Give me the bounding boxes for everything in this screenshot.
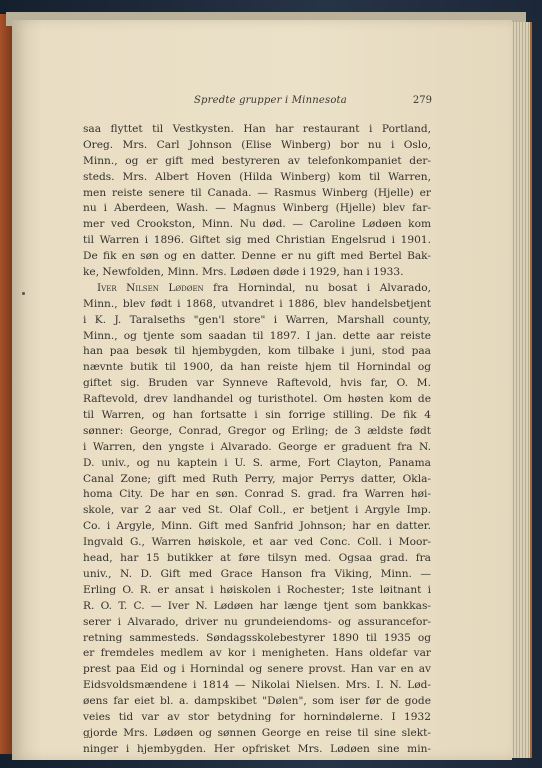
text-line: mer ved Crookston, Minn. Nu død. — Caroline Lødøen kom <box>83 218 431 231</box>
text-line: til Warren i 1896. Giftet sig med Christian Engelsrud i 1901. <box>83 234 431 247</box>
text-line: øens far eiet bl. a. dampskibet "Dølen", som iser før de gode <box>83 695 431 708</box>
entry-name: Iver Nilsen Lødøen <box>97 281 204 294</box>
text-line: han paa besøk til hjembygden, kom tilbake i juni, stod paa <box>83 345 431 358</box>
text-line: veies tid var av stor betydning for hornindølerne. I 1932 <box>83 710 431 723</box>
text-line: nu i Aberdeen, Wash. — Magnus Winberg (Hjelle) blev far- <box>83 202 431 215</box>
text-line: prest paa Eid og i Hornindal og senere provst. Han var en av <box>83 663 431 676</box>
margin-mark <box>22 292 25 295</box>
text-line: men reiste senere til Canada. — Rasmus Winberg (Hjelle) er <box>83 186 431 199</box>
text-line: Minn., blev født i 1868, utvandret i 1886, blev handelsbetjent <box>83 297 431 310</box>
text-line: Ingvald G., Warren høiskole, et aar ved Conc. Coll. i Moor- <box>83 536 431 549</box>
text-line: er fremdeles medlem av kor i menigheten. Hans oldefar var <box>83 647 431 660</box>
running-head-title: Spredte grupper i Minnesota <box>194 95 347 106</box>
text-line: giftet sig. Bruden var Synneve Raftevold, hvis far, O. M. <box>83 377 431 390</box>
text-line: R. O. T. C. — Iver N. Lødøen har længe tjent som bankkas- <box>83 599 431 612</box>
text-line: Minn., og tjente som saadan til 1897. I jan. dette aar reiste <box>83 329 431 342</box>
text-line: homa City. De har en søn. Conrad S. grad. fra Warren høi- <box>83 488 431 501</box>
text-line: ninger i hjembygden. Her opfrisket Mrs. Lødøen sine min- <box>83 742 431 755</box>
text-line: Canal Zone; gift med Ruth Perry, major Perrys datter, Okla- <box>83 472 431 485</box>
book-cover-edge <box>0 14 12 754</box>
text-line: Co. i Argyle, Minn. Gift med Sanfrid Johnson; har en datter. <box>83 520 431 533</box>
text-line: saa flyttet til Vestkysten. Han har restaurant i Portland, <box>83 123 431 135</box>
text-line: D. univ., og nu kaptein i U. S. arme, Fort Clayton, Panama <box>83 456 431 469</box>
text-line: nævnte butik til 1900, da han reiste hjem til Hornindal og <box>83 361 431 374</box>
text-line: ke, Newfolden, Minn. Mrs. Lødøen døde i 1929, han i 1933. <box>83 266 404 279</box>
body-text <box>83 122 431 758</box>
text-line: head, har 15 butikker at føre tilsyn med. Ogsaa grad. fra <box>83 552 431 565</box>
text-line: Minn., og er gift med bestyreren av telefonkompaniet der- <box>83 154 431 167</box>
page-number: 279 <box>412 95 432 106</box>
text-line: sønner: George, Conrad, Gregor og Erling; de 3 ældste født <box>83 424 431 437</box>
text-line: De fik en søn og en datter. Denne er nu gift med Bertel Bak- <box>83 250 431 263</box>
text-line: skole, var 2 aar ved St. Olaf Coll., er betjent i Argyle Imp. <box>83 504 431 517</box>
text-line: serer i Alvarado, driver nu grundeiendoms- og assurancefor- <box>83 615 431 628</box>
text-line: i Warren, den yngste i Alvarado. George er graduent fra N. <box>83 440 431 453</box>
text-line: i K. J. Taralseths "gen'l store" i Warren, Marshall county, <box>83 313 431 326</box>
text-line: steds. Mrs. Albert Hoven (Hilda Winberg) kom til Warren, <box>83 170 431 183</box>
text-line: retning sammesteds. Søndagsskolebestyrer 1890 til 1935 og <box>83 631 431 644</box>
text-line: Raftevold, drev landhandel og turisthotel. Om høsten kom de <box>83 393 431 406</box>
text-line: univ., N. D. Gift med Grace Hanson fra Viking, Minn. — <box>83 567 431 580</box>
text-line: Erling O. R. er ansat i høiskolen i Rochester; 1ste løitnant i <box>83 583 431 596</box>
text-line: Eidsvoldsmændene i 1814 — Nikolai Nielsen. Mrs. I. N. Lød- <box>83 679 431 692</box>
text-line: til Warren, og han fortsatte i sin forrige stilling. De fik 4 <box>83 409 431 422</box>
text-line: gjorde Mrs. Lødøen og sønnen George en reise til sine slekt- <box>83 726 431 739</box>
text-line: Iver Nilsen Lødøen fra Hornindal, nu bosat i Alvarado, <box>97 281 431 294</box>
running-head <box>76 95 432 111</box>
text-line: Oreg. Mrs. Carl Johnson (Elise Winberg) bor nu i Oslo, <box>83 138 431 151</box>
